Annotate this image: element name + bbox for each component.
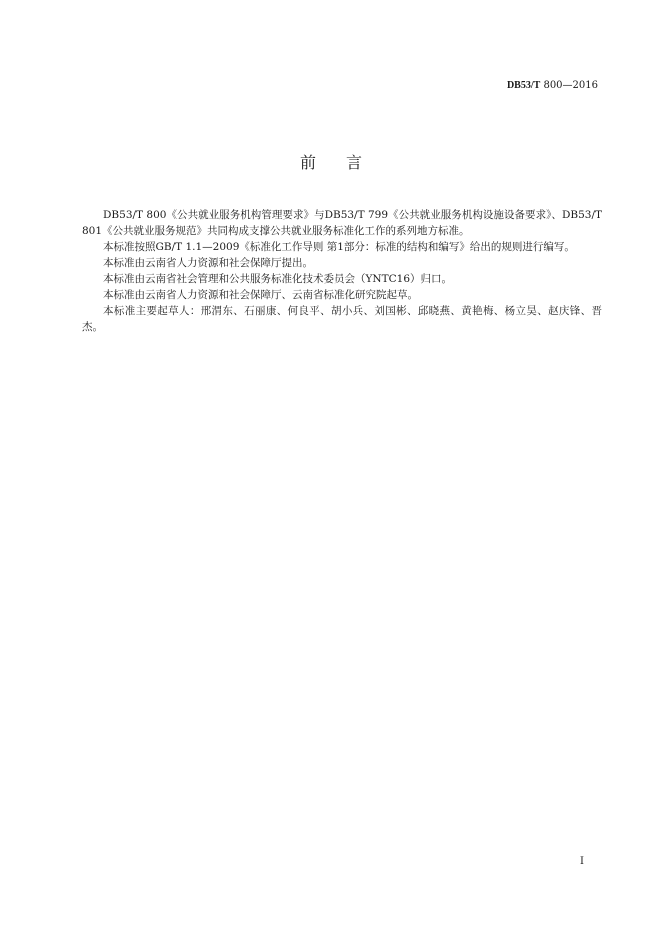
page-number: I (580, 856, 584, 867)
foreword-body (82, 207, 602, 335)
standard-code-prefix: DB53/T (506, 80, 541, 91)
page-title: 前言 (299, 153, 392, 172)
standard-code-number: 800—2016 (540, 80, 598, 91)
paragraph-drafting-units: 本标准由云南省人力资源和社会保障厅、云南省标准化研究院起草。 (103, 289, 418, 301)
paragraph-proposer: 本标准由云南省人力资源和社会保障厅提出。 (103, 257, 313, 269)
paragraph-drafting-rules: 本标准按照GB/T 1.1—2009《标准化工作导则 第1部分：标准的结构和编写》给出的规则进行编写。 (103, 241, 575, 253)
standard-code (507, 80, 598, 91)
paragraph-technical-committee: 本标准由云南省社会管理和公共服务标准化技术委员会（YNTC16）归口。 (103, 273, 453, 285)
paragraph-series-standards: DB53/T 800《公共就业服务机构管理要求》与DB53/T 799《公共就业服务机构设施设备要求》、DB53/T 801《公共就业服务规范》共同构成支撑公共就业服务标准化工作的系列地方标准。 (82, 209, 602, 237)
paragraph-drafters: 本标准主要起草人：邢渭东、石丽康、何良平、胡小兵、刘国彬、邱晓燕、黄艳梅、杨立昊、赵庆锋、晋杰。 (82, 305, 602, 333)
